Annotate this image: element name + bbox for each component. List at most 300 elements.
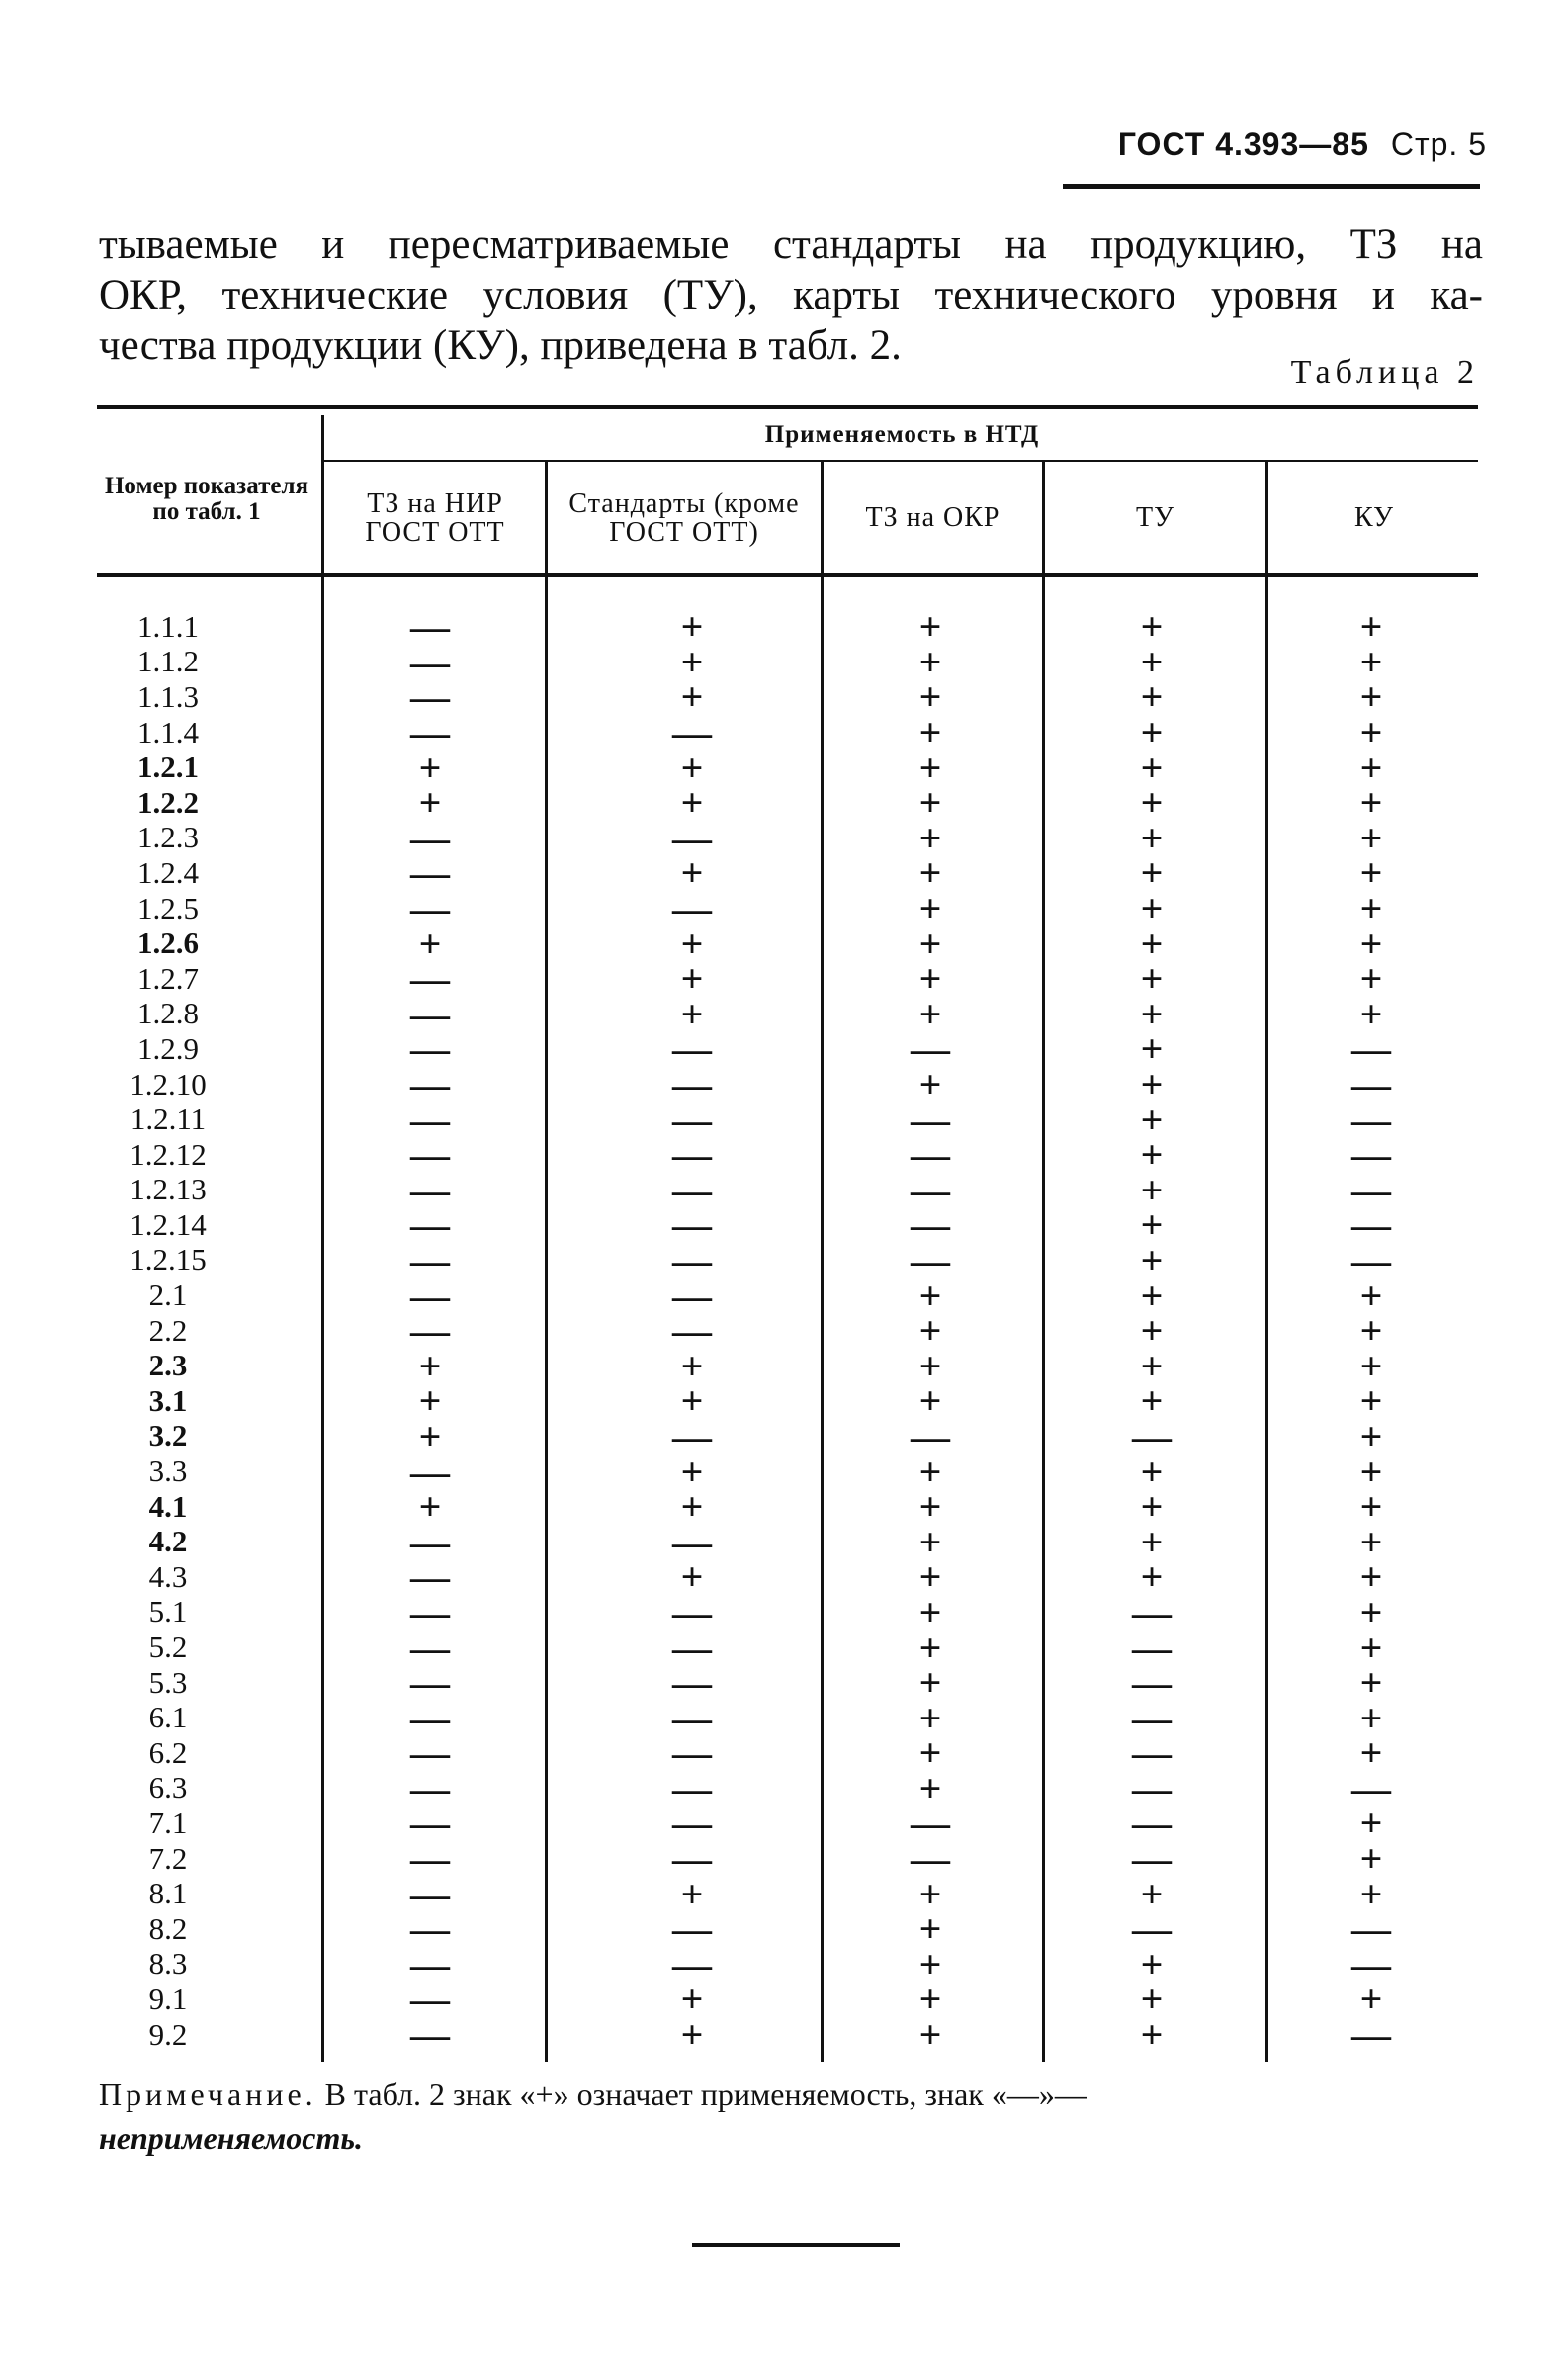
applicability-cell: + (1359, 1660, 1383, 1706)
applicability-cell: — (672, 1167, 712, 1212)
applicability-cell: + (680, 1484, 704, 1530)
applicability-cell: + (918, 1062, 942, 1107)
applicability-cell: + (918, 921, 942, 966)
col-header-number: Номер показателя по табл. 1 (104, 472, 308, 525)
applicability-cell: + (1140, 1026, 1164, 1072)
applicability-cell: + (680, 921, 704, 966)
applicability-cell: + (1359, 710, 1383, 755)
applicability-cell: + (418, 1343, 442, 1388)
table-row (94, 1765, 1483, 1810)
applicability-cell: + (680, 850, 704, 896)
table-row (94, 1695, 1483, 1740)
table-row (94, 991, 1483, 1036)
col-header-ku: КУ (1354, 502, 1394, 534)
row-number: 1.2.2 (137, 784, 199, 820)
table-row (94, 815, 1483, 860)
applicability-cell: + (680, 1554, 704, 1600)
row-number: 1.2.8 (137, 996, 199, 1031)
applicability-cell: + (918, 1554, 942, 1600)
row-number: 1.1.1 (137, 608, 199, 644)
applicability-cell: — (410, 639, 450, 684)
applicability-cell: — (410, 1836, 450, 1882)
group-header-rule (324, 460, 1478, 462)
applicability-cell: + (1140, 1941, 1164, 1986)
header-rule (1063, 184, 1480, 189)
applicability-cell: — (410, 886, 450, 931)
applicability-cell: — (1132, 1906, 1172, 1952)
applicability-cell: — (672, 1097, 712, 1142)
row-number: 5.2 (148, 1630, 188, 1665)
table-row (94, 780, 1483, 826)
table-row (94, 1062, 1483, 1107)
applicability-cell: + (918, 886, 942, 931)
applicability-cell: — (1351, 1906, 1391, 1952)
table-row (94, 674, 1483, 720)
applicability-cell: + (918, 1449, 942, 1494)
applicability-cell: + (1359, 1308, 1383, 1354)
applicability-cell: — (672, 1730, 712, 1776)
applicability-cell: — (1351, 1097, 1391, 1142)
footer-rule (692, 2243, 900, 2247)
row-number: 3.2 (148, 1418, 188, 1454)
applicability-cell: + (1359, 921, 1383, 966)
table-row (94, 850, 1483, 896)
applicability-cell: — (410, 1871, 450, 1916)
intro-line-1: тываемые и пересматриваемые стандарты на продукцию, ТЗ на (99, 221, 1483, 268)
applicability-cell: + (1359, 956, 1383, 1002)
applicability-cell: + (1359, 1343, 1383, 1388)
table-top-rule (97, 405, 1478, 409)
applicability-cell: + (918, 1871, 942, 1916)
group-header: Применяемость в НТД (764, 420, 1040, 448)
applicability-cell: — (410, 1237, 450, 1282)
table-row (94, 1167, 1483, 1212)
note-text-cont: неприменяемость. (99, 2120, 363, 2156)
applicability-cell: — (410, 1941, 450, 1986)
applicability-cell: + (680, 1449, 704, 1494)
applicability-cell: + (918, 1977, 942, 2022)
applicability-cell: + (1140, 1273, 1164, 1318)
table-row (94, 1801, 1483, 1846)
applicability-cell: — (672, 1625, 712, 1670)
row-number: 4.2 (148, 1524, 188, 1559)
applicability-cell: — (410, 850, 450, 896)
applicability-cell: + (1359, 1484, 1383, 1530)
applicability-cell: — (1351, 1062, 1391, 1107)
applicability-cell: + (1140, 956, 1164, 1002)
applicability-cell: + (918, 604, 942, 650)
table-row (94, 639, 1483, 684)
applicability-cell: + (918, 1343, 942, 1388)
note-text: В табл. 2 знак «+» означает применяемость, знак «—»— (316, 2076, 1087, 2112)
applicability-cell: — (410, 674, 450, 720)
applicability-cell: + (918, 1730, 942, 1776)
applicability-cell: + (1140, 2012, 1164, 2058)
applicability-cell: + (1359, 1625, 1383, 1670)
applicability-cell: + (918, 1906, 942, 1952)
applicability-cell: — (410, 2012, 450, 2058)
table-caption: Таблица 2 (1290, 354, 1479, 391)
applicability-cell: — (410, 1202, 450, 1248)
applicability-cell: + (918, 815, 942, 860)
applicability-cell: + (1359, 991, 1383, 1036)
applicability-cell: + (918, 1941, 942, 1986)
table-row (94, 956, 1483, 1002)
applicability-cell: + (918, 2012, 942, 2058)
applicability-cell: + (918, 1378, 942, 1424)
applicability-cell: — (911, 1202, 950, 1248)
applicability-cell: + (1140, 1554, 1164, 1600)
applicability-cell: + (918, 850, 942, 896)
table-row (94, 1625, 1483, 1670)
table-row (94, 1660, 1483, 1706)
applicability-cell: + (1359, 674, 1383, 720)
applicability-cell: — (672, 1836, 712, 1882)
applicability-cell: + (680, 604, 704, 650)
applicability-cell: — (410, 1625, 450, 1670)
applicability-cell: + (1359, 1273, 1383, 1318)
applicability-cell: + (1140, 1343, 1164, 1388)
applicability-cell: + (918, 1695, 942, 1740)
applicability-cell: — (410, 1167, 450, 1212)
row-number: 1.2.5 (137, 890, 199, 926)
row-number: 1.1.2 (137, 644, 199, 679)
applicability-cell: + (918, 710, 942, 755)
table-row (94, 1343, 1483, 1388)
applicability-cell: — (672, 1308, 712, 1354)
applicability-cell: — (410, 1695, 450, 1740)
applicability-cell: + (918, 745, 942, 790)
applicability-cell: — (672, 1801, 712, 1846)
applicability-cell: + (1140, 745, 1164, 790)
table-row (94, 1836, 1483, 1882)
col-header-standards: Стандарты (кроме ГОСТ ОТТ) (568, 487, 800, 548)
applicability-cell: + (918, 1625, 942, 1670)
applicability-cell: — (410, 1765, 450, 1810)
row-number: 2.2 (148, 1312, 188, 1348)
applicability-cell: — (410, 956, 450, 1002)
applicability-cell: + (1140, 921, 1164, 966)
applicability-cell: + (1140, 1132, 1164, 1178)
applicability-cell: — (410, 710, 450, 755)
applicability-cell: — (672, 1765, 712, 1810)
col-header-tu: ТУ (1136, 502, 1174, 534)
row-number: 4.3 (148, 1558, 188, 1594)
header-bottom-rule (97, 573, 1478, 577)
applicability-cell: + (418, 921, 442, 966)
table-row (94, 1308, 1483, 1354)
page-header (1118, 127, 1487, 163)
row-number: 5.1 (148, 1594, 188, 1630)
applicability-cell: + (418, 1484, 442, 1530)
applicability-cell: — (410, 1977, 450, 2022)
applicability-cell: — (911, 1413, 950, 1458)
applicability-cell: + (918, 1273, 942, 1318)
applicability-cell: — (672, 710, 712, 755)
table-row (94, 1202, 1483, 1248)
applicability-cell: + (680, 956, 704, 1002)
applicability-cell: — (672, 815, 712, 860)
row-number: 1.2.7 (137, 960, 199, 996)
table-row (94, 1484, 1483, 1530)
row-number: 8.2 (148, 1910, 188, 1946)
applicability-cell: — (410, 815, 450, 860)
applicability-cell: — (410, 1519, 450, 1564)
applicability-cell: + (1140, 1308, 1164, 1354)
applicability-cell: — (911, 1237, 950, 1282)
applicability-cell: + (418, 1378, 442, 1424)
applicability-cell: — (911, 1097, 950, 1142)
applicability-cell: — (672, 1660, 712, 1706)
applicability-cell: + (418, 1413, 442, 1458)
applicability-cell: + (1359, 1801, 1383, 1846)
applicability-cell: + (1140, 710, 1164, 755)
applicability-cell: — (672, 1202, 712, 1248)
row-number: 1.2.1 (137, 749, 199, 785)
row-number: 1.2.3 (137, 820, 199, 855)
applicability-cell: — (672, 1062, 712, 1107)
applicability-cell: + (1140, 604, 1164, 650)
applicability-cell: — (672, 1132, 712, 1178)
row-number: 5.3 (148, 1664, 188, 1700)
applicability-cell: + (1140, 639, 1164, 684)
applicability-cell: + (1140, 1202, 1164, 1248)
col-header-tz-nir: ТЗ на НИР ГОСТ ОТТ (365, 487, 505, 548)
table-row (94, 1977, 1483, 2022)
applicability-cell: + (1359, 780, 1383, 826)
table-row (94, 1413, 1483, 1458)
applicability-cell: + (918, 991, 942, 1036)
applicability-cell: + (1359, 1554, 1383, 1600)
applicability-cell: + (680, 639, 704, 684)
table-note (99, 2072, 1483, 2160)
intro-paragraph (99, 220, 1483, 371)
row-number: 1.1.3 (137, 678, 199, 714)
applicability-cell: — (672, 1941, 712, 1986)
applicability-cell: + (1359, 604, 1383, 650)
applicability-cell: + (1359, 1449, 1383, 1494)
table-row (94, 1449, 1483, 1494)
applicability-cell: + (1359, 1695, 1383, 1740)
row-number: 4.1 (148, 1488, 188, 1524)
applicability-cell: — (1351, 1132, 1391, 1178)
applicability-cell: — (410, 1660, 450, 1706)
applicability-cell: + (1140, 780, 1164, 826)
table-row (94, 710, 1483, 755)
applicability-cell: — (1351, 1941, 1391, 1986)
table-row (94, 886, 1483, 931)
applicability-cell: — (672, 886, 712, 931)
row-number: 6.1 (148, 1700, 188, 1735)
table-row (94, 2012, 1483, 2058)
row-number: 7.1 (148, 1805, 188, 1840)
applicability-cell: — (410, 1449, 450, 1494)
applicability-cell: — (410, 1554, 450, 1600)
applicability-cell: + (680, 745, 704, 790)
applicability-cell: + (680, 1343, 704, 1388)
applicability-cell: + (680, 1871, 704, 1916)
applicability-cell: + (1359, 850, 1383, 896)
applicability-cell: — (1132, 1660, 1172, 1706)
applicability-cell: + (1359, 1836, 1383, 1882)
applicability-cell: — (1132, 1589, 1172, 1634)
applicability-cell: + (1140, 1977, 1164, 2022)
row-number: 3.3 (148, 1454, 188, 1489)
table-row (94, 1132, 1483, 1178)
applicability-cell: + (1359, 1730, 1383, 1776)
applicability-cell: — (410, 1308, 450, 1354)
table-row (94, 1871, 1483, 1916)
applicability-cell: — (672, 1695, 712, 1740)
table-row (94, 1097, 1483, 1142)
table-row (94, 745, 1483, 790)
applicability-cell: + (918, 1589, 942, 1634)
table-row (94, 1730, 1483, 1776)
applicability-cell: — (911, 1801, 950, 1846)
document-code: ГОСТ 4.393—85 (1117, 127, 1369, 162)
applicability-cell: + (680, 780, 704, 826)
applicability-cell: — (911, 1836, 950, 1882)
applicability-cell: — (410, 1273, 450, 1318)
table-row (94, 1026, 1483, 1072)
applicability-cell: + (1359, 1378, 1383, 1424)
table-row (94, 1519, 1483, 1564)
applicability-cell: — (410, 991, 450, 1036)
applicability-cell: + (1140, 1519, 1164, 1564)
row-number: 1.2.10 (130, 1066, 207, 1102)
applicability-cell: + (1140, 815, 1164, 860)
row-number: 9.1 (148, 1981, 188, 2016)
applicability-cell: — (1132, 1836, 1172, 1882)
applicability-cell: + (680, 674, 704, 720)
applicability-cell: — (1132, 1695, 1172, 1740)
row-number: 1.2.13 (130, 1172, 207, 1207)
applicability-cell: + (1140, 850, 1164, 896)
applicability-cell: + (1359, 815, 1383, 860)
applicability-cell: — (410, 1730, 450, 1776)
applicability-cell: + (918, 1519, 942, 1564)
intro-line-3: чества продукции (КУ), приведена в табл. 2. (99, 322, 902, 369)
table-row (94, 921, 1483, 966)
row-number: 8.3 (148, 1946, 188, 1982)
row-number: 1.2.11 (130, 1102, 207, 1137)
applicability-cell: — (1132, 1730, 1172, 1776)
applicability-cell: + (1140, 1167, 1164, 1212)
applicability-cell: — (1132, 1625, 1172, 1670)
applicability-cell: — (672, 1026, 712, 1072)
row-number: 3.1 (148, 1382, 188, 1418)
row-number: 1.2.9 (137, 1030, 199, 1066)
applicability-cell: — (672, 1519, 712, 1564)
applicability-cell: + (1140, 1062, 1164, 1107)
applicability-cell: + (1359, 639, 1383, 684)
table-row (94, 1273, 1483, 1318)
table-body (94, 604, 1483, 2058)
applicability-cell: + (1140, 1484, 1164, 1530)
applicability-cell: — (672, 1589, 712, 1634)
applicability-cell: + (918, 1765, 942, 1810)
applicability-cell: + (918, 1308, 942, 1354)
row-number: 6.2 (148, 1734, 188, 1770)
row-number: 6.3 (148, 1770, 188, 1806)
applicability-cell: + (1359, 886, 1383, 931)
table-row (94, 1906, 1483, 1952)
applicability-cell: + (1140, 1449, 1164, 1494)
applicability-cell: — (1351, 1202, 1391, 1248)
applicability-cell: — (410, 1062, 450, 1107)
row-number: 1.2.15 (130, 1242, 207, 1278)
row-number: 7.2 (148, 1840, 188, 1876)
applicability-cell: + (1359, 745, 1383, 790)
row-number: 1.2.6 (137, 926, 199, 961)
applicability-cell: — (1351, 1026, 1391, 1072)
applicability-cell: — (672, 1906, 712, 1952)
applicability-cell: + (918, 1660, 942, 1706)
row-number: 1.2.14 (130, 1206, 207, 1242)
applicability-cell: — (672, 1413, 712, 1458)
applicability-cell: — (1351, 1765, 1391, 1810)
applicability-cell: — (410, 1801, 450, 1846)
applicability-cell: — (410, 1906, 450, 1952)
table-row (94, 1941, 1483, 1986)
applicability-cell: — (1351, 1167, 1391, 1212)
applicability-cell: + (418, 780, 442, 826)
applicability-cell: + (680, 1977, 704, 2022)
applicability-cell: + (1140, 886, 1164, 931)
table-row (94, 1237, 1483, 1282)
applicability-cell: + (1359, 1519, 1383, 1564)
applicability-cell: + (918, 639, 942, 684)
applicability-cell: + (1359, 1977, 1383, 2022)
applicability-cell: — (410, 1026, 450, 1072)
applicability-cell: — (911, 1132, 950, 1178)
applicability-cell: + (418, 745, 442, 790)
row-number: 8.1 (148, 1876, 188, 1911)
applicability-cell: + (680, 991, 704, 1036)
applicability-cell: + (680, 1378, 704, 1424)
applicability-cell: — (1132, 1413, 1172, 1458)
note-label: Примечание. (99, 2076, 317, 2112)
applicability-cell: + (918, 780, 942, 826)
row-number: 9.2 (148, 2016, 188, 2052)
row-number: 1.1.4 (137, 714, 199, 749)
applicability-cell: — (410, 1097, 450, 1142)
applicability-cell: + (1140, 1378, 1164, 1424)
applicability-cell: — (1132, 1801, 1172, 1846)
applicability-cell: + (1359, 1589, 1383, 1634)
applicability-cell: — (1351, 1237, 1391, 1282)
applicability-cell: + (1140, 1097, 1164, 1142)
applicability-cell: — (410, 604, 450, 650)
applicability-cell: — (410, 1589, 450, 1634)
applicability-cell: — (1132, 1765, 1172, 1810)
applicability-cell: + (680, 2012, 704, 2058)
col-header-tz-okr: ТЗ на ОКР (865, 502, 1000, 534)
applicability-cell: + (1140, 991, 1164, 1036)
table-row (94, 604, 1483, 650)
page-number: Стр. 5 (1390, 127, 1487, 162)
applicability-cell: — (672, 1237, 712, 1282)
intro-line-2: ОКР, технические условия (ТУ), карты технического уровня и ка- (99, 272, 1483, 318)
applicability-cell: — (911, 1167, 950, 1212)
applicability-cell: — (1351, 2012, 1391, 2058)
row-number: 1.2.4 (137, 854, 199, 890)
applicability-cell: + (1140, 1871, 1164, 1916)
applicability-cell: + (1140, 1237, 1164, 1282)
applicability-cell: — (672, 1273, 712, 1318)
applicability-cell: — (911, 1026, 950, 1072)
applicability-cell: + (1359, 1871, 1383, 1916)
